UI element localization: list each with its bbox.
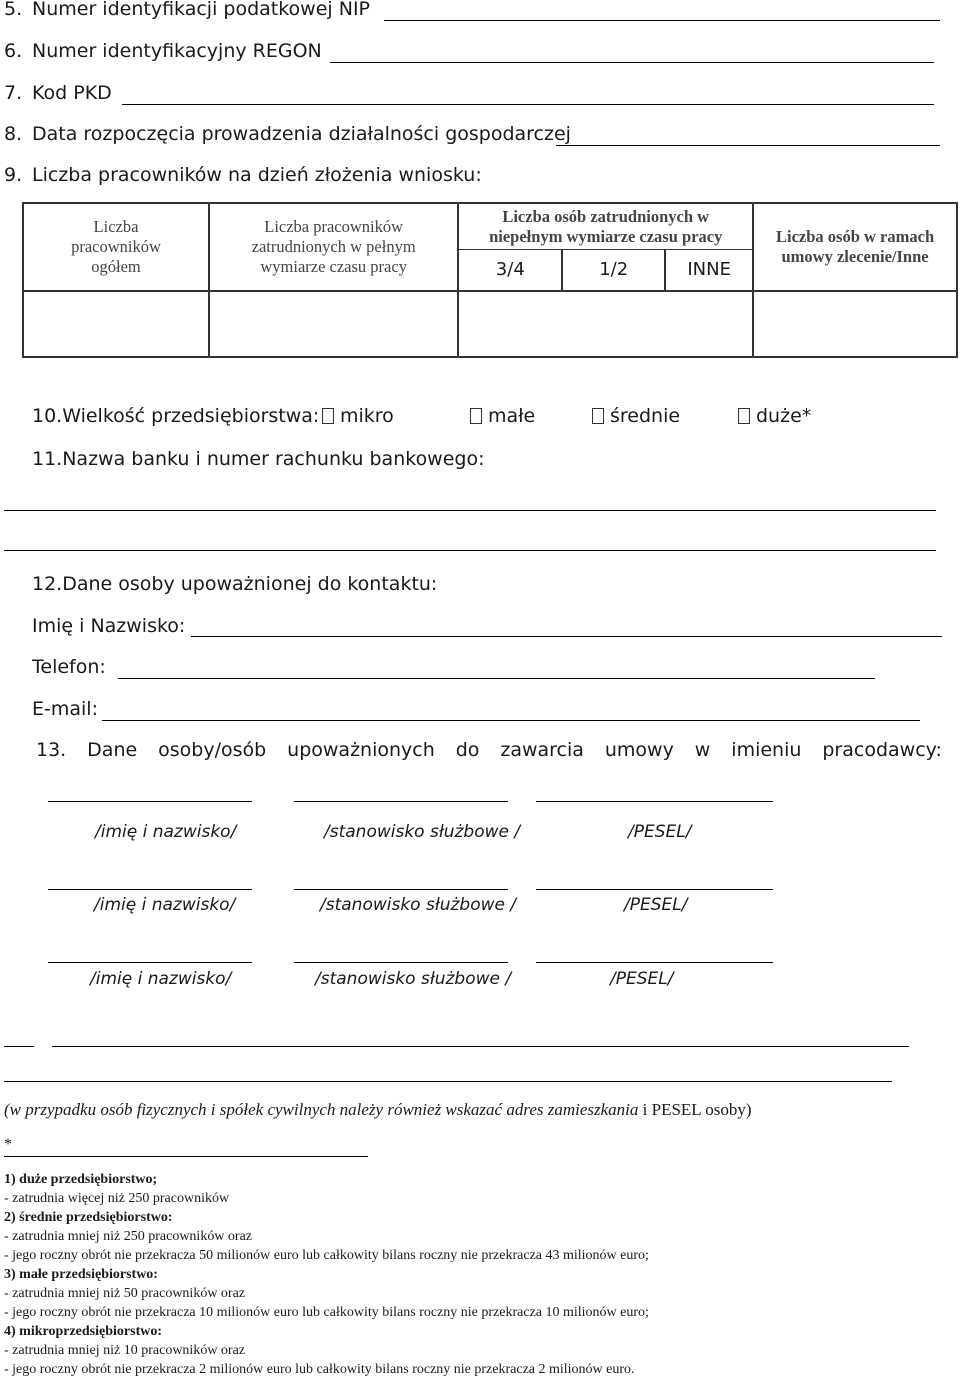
- checkbox-micro[interactable]: [322, 408, 334, 424]
- option-small[interactable]: [470, 405, 535, 427]
- address-field-2[interactable]: [4, 1081, 892, 1082]
- footnote-heading-micro: 4) mikroprzedsiębiorstwo:: [4, 1324, 162, 1339]
- start-date-field[interactable]: [556, 145, 940, 146]
- auth2-position-caption: /stanowisko służbowe /: [320, 895, 517, 915]
- cell-full-time[interactable]: [209, 291, 458, 357]
- auth3-position-caption: /stanowisko służbowe /: [315, 969, 512, 989]
- auth2-name-field[interactable]: [48, 889, 252, 890]
- auth1-position-caption: /stanowisko służbowe /: [324, 822, 521, 842]
- auth1-name-caption: /imię i nazwisko/: [95, 822, 237, 842]
- auth2-pesel-field[interactable]: [536, 889, 773, 890]
- checkbox-small[interactable]: [470, 408, 482, 424]
- footnote-line: - jego roczny obrót nie przekracza 10 milionów euro lub całkowity bilans roczny nie przekracza 10 milionów euro;: [4, 1305, 649, 1320]
- item-employees: 9. Liczba pracowników na dzień złożenia wniosku:: [4, 164, 482, 186]
- footnote-line: - zatrudnia mniej niż 250 pracowników oraz: [4, 1229, 253, 1244]
- option-medium[interactable]: [592, 405, 680, 427]
- option-large[interactable]: [738, 405, 811, 427]
- auth1-name-field[interactable]: [48, 801, 252, 802]
- authorized-title-word: w: [694, 739, 711, 761]
- contact-name-field[interactable]: [191, 636, 942, 637]
- option-micro-label: mikro: [340, 405, 394, 427]
- pkd-label: Kod PKD: [32, 82, 112, 104]
- address-note: [4, 1099, 752, 1121]
- authorized-title-word: do: [455, 739, 480, 761]
- auth3-name-field[interactable]: [48, 962, 252, 963]
- sub-half: 1/2: [562, 249, 665, 291]
- item-nip: 5. Numer identyfikacji podatkowej NIP: [4, 0, 371, 20]
- auth1-pesel-field[interactable]: [536, 801, 773, 802]
- footnote-heading-medium: 2) średnie przedsiębiorstwo:: [4, 1210, 173, 1225]
- contact-phone-label: Telefon:: [32, 656, 106, 678]
- footnote-line: - jego roczny obrót nie przekracza 50 milionów euro lub całkowity bilans roczny nie przekracza 43 milionów euro;: [4, 1248, 649, 1263]
- contact-title: 12.Dane osoby upoważnionej do kontaktu:: [32, 573, 438, 595]
- auth2-pesel-caption: /PESEL/: [624, 895, 688, 915]
- authorized-title-word: osoby/osób: [158, 739, 267, 761]
- header-part-time: [458, 203, 753, 249]
- footnote-line: - jego roczny obrót nie przekracza 2 milionów euro lub całkowity bilans roczny nie przekracza 2 milionów euro.: [4, 1362, 635, 1377]
- footnote-line: [4, 1170, 157, 1189]
- contact-name-label: Imię i Nazwisko:: [32, 615, 186, 637]
- cell-part-time[interactable]: [458, 291, 753, 357]
- sub-other: INNE: [665, 249, 753, 291]
- address-field-prefix[interactable]: [4, 1046, 34, 1047]
- address-note-italic: (w przypadku osób fizycznych i spółek cywilnych należy również wskazać adres zamieszkania: [4, 1100, 639, 1119]
- authorized-title-word: pracodawcy:: [822, 739, 942, 761]
- authorized-title-word: zawarcia: [500, 739, 584, 761]
- option-small-label: małe: [488, 405, 536, 427]
- auth3-pesel-caption: /PESEL/: [610, 969, 674, 989]
- regon-label: Numer identyfikacyjny REGON: [32, 40, 322, 62]
- item-pkd: 7. Kod PKD: [4, 82, 112, 104]
- footnote-heading-small: 3) małe przedsiębiorstwo:: [4, 1267, 158, 1282]
- contact-email-field[interactable]: [102, 720, 920, 721]
- authorized-title: [36, 739, 942, 761]
- bank-field-1[interactable]: [4, 510, 936, 511]
- header-total-text: Liczba pracowników ogółem: [71, 217, 161, 276]
- auth2-position-field[interactable]: [294, 889, 508, 890]
- auth3-name-caption: /imię i nazwisko/: [90, 969, 232, 989]
- authorized-title-word: imieniu: [731, 739, 802, 761]
- employees-label: Liczba pracowników na dzień złożenia wniosku:: [32, 164, 482, 186]
- footnote-line: - zatrudnia mniej niż 50 pracowników oraz: [4, 1286, 246, 1301]
- bank-label: 11.Nazwa banku i numer rachunku bankowego:: [32, 448, 485, 470]
- employees-table: [22, 202, 958, 358]
- footnote-separator: [4, 1156, 368, 1157]
- auth2-name-caption: /imię i nazwisko/: [94, 895, 236, 915]
- header-full-time: [209, 203, 458, 291]
- footnote-line: [4, 1208, 173, 1227]
- cell-contract[interactable]: [753, 291, 957, 357]
- header-total: [23, 203, 209, 291]
- footnote-star: *: [4, 1136, 12, 1153]
- cell-total[interactable]: [23, 291, 209, 357]
- authorized-title-word: 13.: [36, 739, 67, 761]
- sub-three-quarters: 3/4: [458, 249, 562, 291]
- pkd-field[interactable]: [122, 104, 934, 105]
- start-date-label: Data rozpoczęcia prowadzenia działalności gospodarczej: [32, 123, 571, 145]
- contact-phone-field[interactable]: [118, 678, 875, 679]
- auth3-position-field[interactable]: [294, 962, 508, 963]
- address-note-normal: i PESEL osoby): [642, 1100, 752, 1119]
- authorized-title-word: upoważnionych: [287, 739, 435, 761]
- item-start-date: 8. Data rozpoczęcia prowadzenia działalności gospodarczej: [4, 123, 571, 145]
- nip-label: Numer identyfikacji podatkowej NIP: [32, 0, 371, 20]
- checkbox-large[interactable]: [738, 408, 750, 424]
- footnote-line: - zatrudnia więcej niż 250 pracowników: [4, 1191, 230, 1206]
- nip-field[interactable]: [384, 20, 940, 21]
- address-field-1[interactable]: [52, 1046, 909, 1047]
- header-full-time-text: Liczba pracowników zatrudnionych w pełnym wymiarze czasu pracy: [251, 217, 416, 276]
- authorized-title-word: Dane: [87, 739, 138, 761]
- option-medium-label: średnie: [610, 405, 681, 427]
- footnote-line: [4, 1322, 162, 1341]
- footnote-line: [4, 1265, 158, 1284]
- footnote-line: - zatrudnia mniej niż 10 pracowników oraz: [4, 1343, 246, 1358]
- option-micro[interactable]: [322, 405, 394, 427]
- auth1-pesel-caption: /PESEL/: [628, 822, 692, 842]
- checkbox-medium[interactable]: [592, 408, 604, 424]
- header-contract-text: Liczba osób w ramach umowy zlecenie/Inne: [776, 227, 935, 266]
- auth1-position-field[interactable]: [294, 801, 508, 802]
- company-size-label: 10.Wielkość przedsiębiorstwa:: [32, 405, 320, 427]
- contact-email-label: E-mail:: [32, 698, 98, 720]
- option-large-label: duże*: [756, 405, 812, 427]
- header-contract: [753, 203, 957, 291]
- regon-field[interactable]: [330, 62, 934, 63]
- authorized-title-word: umowy: [604, 739, 674, 761]
- footnote-heading-large: 1) duże przedsiębiorstwo;: [4, 1172, 158, 1187]
- bank-field-2[interactable]: [4, 550, 936, 551]
- item-regon: 6. Numer identyfikacyjny REGON: [4, 40, 322, 62]
- header-part-time-text: Liczba osób zatrudnionych w niepełnym wymiarze czasu pracy: [489, 206, 723, 246]
- auth3-pesel-field[interactable]: [536, 962, 773, 963]
